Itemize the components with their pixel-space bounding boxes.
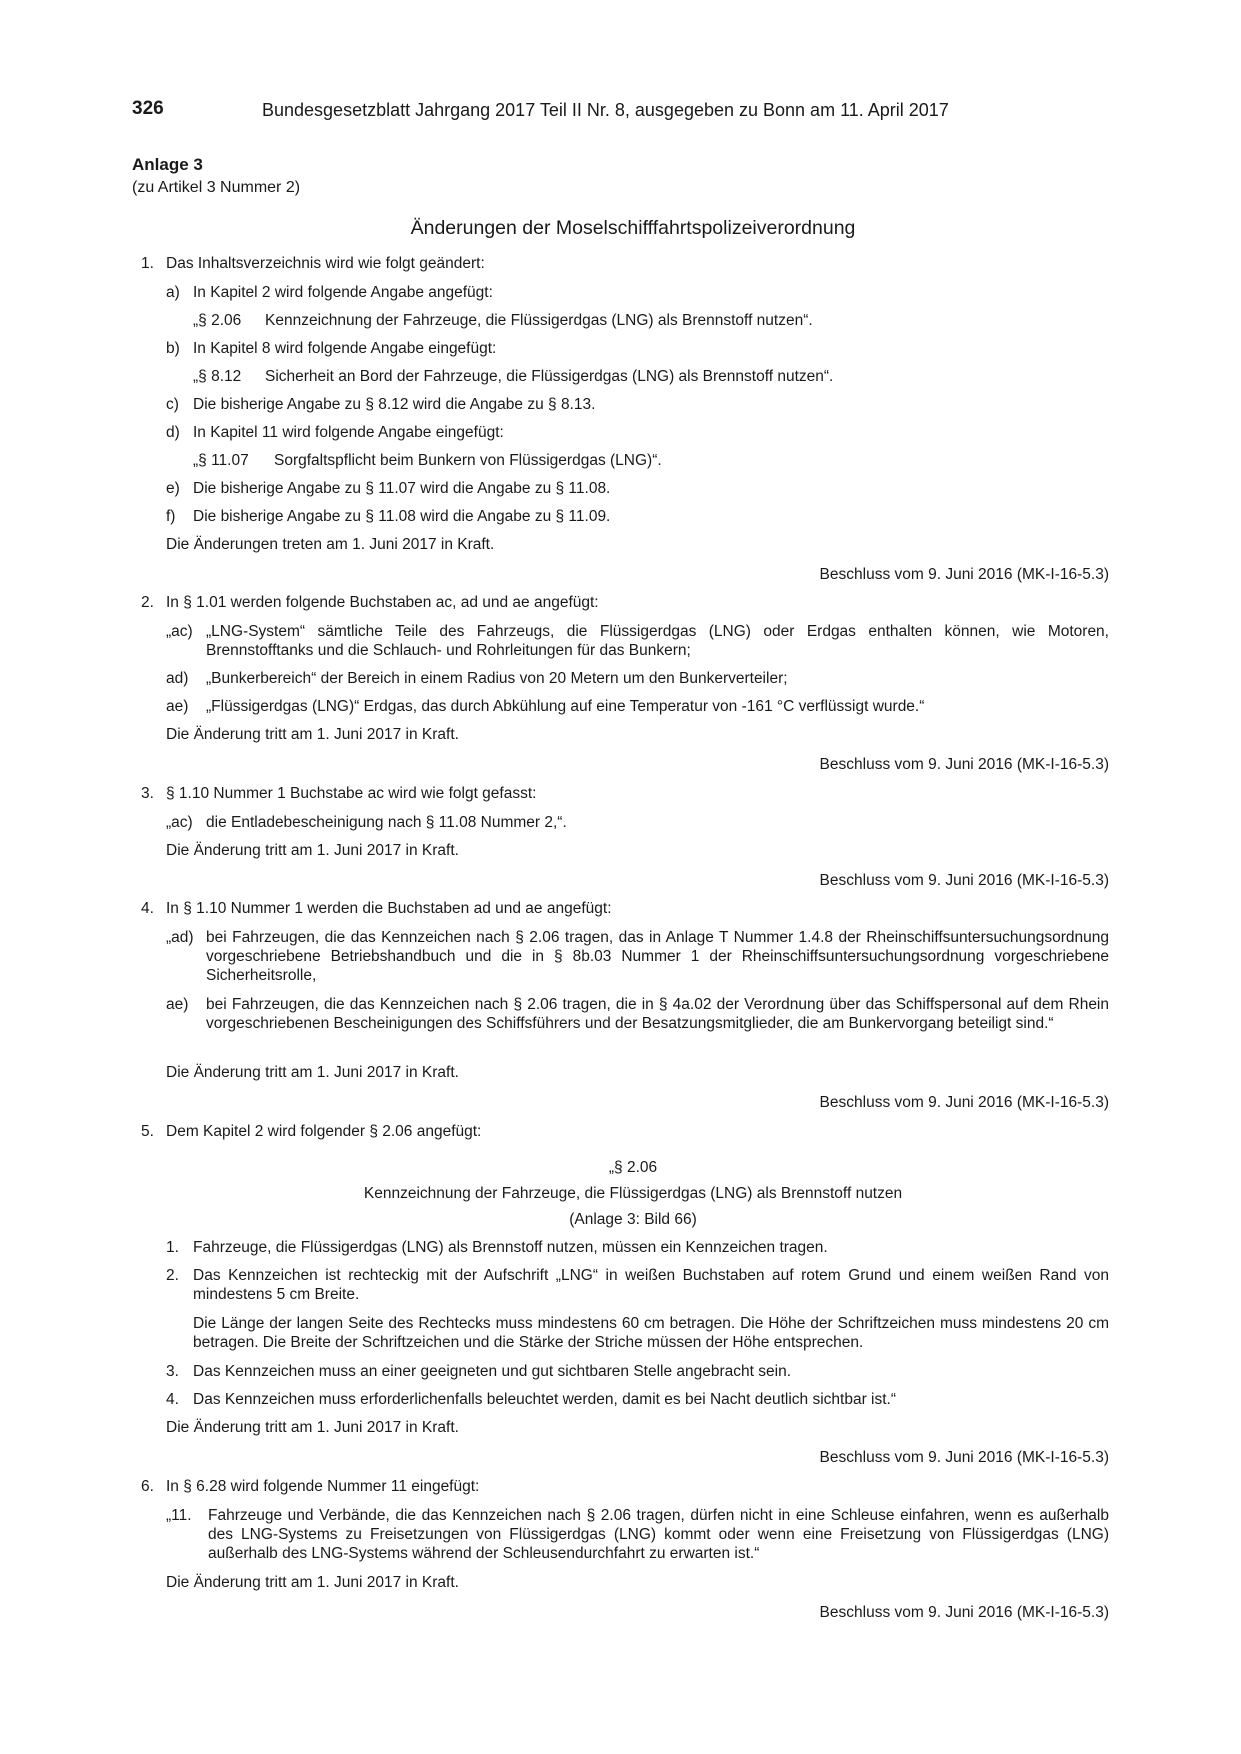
- section-1-number: 1.: [141, 255, 154, 272]
- section-4-intro: In § 1.10 Nummer 1 werden die Buchstaben ad und ae angefügt:: [166, 900, 612, 917]
- running-title: Bundesgesetzblatt Jahrgang 2017 Teil II Nr. 8, ausgegeben zu Bonn am 11. April 2017: [262, 100, 949, 120]
- paragraph-title: Kennzeichnung der Fahrzeuge, die Flüssigerdgas (LNG) als Brennstoff nutzen: [363, 1185, 903, 1202]
- paragraph-number: „§ 2.06: [608, 1159, 658, 1176]
- section-1-effective: Die Änderungen treten am 1. Juni 2017 in Kraft.: [166, 536, 495, 553]
- paragraph-reference: (Anlage 3: Bild 66): [569, 1211, 697, 1228]
- item-5-1-text: Fahrzeuge, die Flüssigerdgas (LNG) als Brennstoff nutzen, müssen ein Kennzeichen tragen.: [193, 1239, 828, 1256]
- item-1b-quote-number: „§ 8.12: [193, 368, 242, 385]
- section-3-effective: Die Änderung tritt am 1. Juni 2017 in Kraft.: [166, 842, 459, 859]
- section-3-decision: Beschluss vom 9. Juni 2016 (MK-I-16-5.3): [819, 872, 1109, 889]
- annex-label: Anlage 3: [132, 155, 203, 174]
- item-1f-label: f): [166, 508, 176, 525]
- item-1c-label: c): [166, 396, 179, 413]
- section-4-decision: Beschluss vom 9. Juni 2016 (MK-I-16-5.3): [819, 1094, 1109, 1111]
- item-1a-text: In Kapitel 2 wird folgende Angabe angefügt:: [193, 284, 493, 301]
- section-2-intro: In § 1.01 werden folgende Buchstaben ac, ad und ae angefügt:: [166, 594, 599, 611]
- item-5-3-number: 3.: [166, 1363, 179, 1380]
- section-1-intro: Das Inhaltsverzeichnis wird wie folgt geändert:: [166, 255, 485, 272]
- section-4-effective: Die Änderung tritt am 1. Juni 2017 in Kraft.: [166, 1064, 459, 1081]
- item-1b-label: b): [166, 340, 180, 357]
- item-3ac-text: die Entladebescheinigung nach § 11.08 Nummer 2,“.: [206, 814, 567, 831]
- item-2ad-text: „Bunkerbereich“ der Bereich in einem Radius von 20 Metern um den Bunkerverteiler;: [206, 670, 788, 687]
- annex-reference: (zu Artikel 3 Nummer 2): [132, 179, 301, 196]
- item-5-2-text: Das Kennzeichen ist rechteckig mit der Aufschrift „LNG“ in weißen Buchstaben auf rotem Grund und einem weißen Rand von mindestens 5 cm Breite.: [193, 1267, 1109, 1303]
- item-1a-label: a): [166, 284, 180, 301]
- item-1a-quote-number: „§ 2.06: [193, 312, 242, 329]
- item-5-3-text: Das Kennzeichen muss an einer geeigneten und gut sichtbaren Stelle angebracht sein.: [193, 1363, 792, 1380]
- item-6-11-text: Fahrzeuge und Verbände, die das Kennzeichen nach § 2.06 tragen, dürfen nicht in eine Schleuse einfahren, wenn es außerhalb des LNG-Systems zu Freisetzungen von Flüssigerdgas (LNG) kommt oder wenn eine Freisetzung von Flüssigerdgas (LNG) außerhalb des LNG-Systems während der Schleusendurchfahrt zu erwarten ist.“: [208, 1507, 1109, 1562]
- item-4ad-label: „ad): [166, 929, 194, 946]
- item-1e-text: Die bisherige Angabe zu § 11.07 wird die Angabe zu § 11.08.: [193, 480, 611, 497]
- item-1e-label: e): [166, 480, 180, 497]
- section-5-number: 5.: [141, 1123, 154, 1140]
- item-1d-text: In Kapitel 11 wird folgende Angabe eingefügt:: [193, 424, 504, 441]
- section-3-number: 3.: [141, 785, 154, 802]
- section-2-effective: Die Änderung tritt am 1. Juni 2017 in Kraft.: [166, 726, 459, 743]
- item-2ad-label: ad): [166, 670, 189, 687]
- section-3-intro: § 1.10 Nummer 1 Buchstabe ac wird wie folgt gefasst:: [166, 785, 537, 802]
- item-5-2-text-continued: Die Länge der langen Seite des Rechtecks muss mindestens 60 cm betragen. Die Höhe der Schriftzeichen muss mindestens 20 cm betragen. Die Breite der Schriftzeichen und die Stärke der Striche müssen der Höhe entsprechen.: [193, 1315, 1109, 1351]
- item-4ae-text: bei Fahrzeugen, die das Kennzeichen nach § 2.06 tragen, die in § 4a.02 der Verordnung über das Schiffspersonal auf dem Rhein vorgeschriebenen Bescheinigungen des Schiffsführers und der Besatzungsmitglieder, die am Bunkervorgang beteiligt sind.“: [206, 996, 1109, 1032]
- section-6-number: 6.: [141, 1478, 154, 1495]
- item-1d-label: d): [166, 424, 180, 441]
- item-4ad-text: bei Fahrzeugen, die das Kennzeichen nach § 2.06 tragen, das in Anlage T Nummer 1.4.8 der Rheinschiffsuntersuchungsordnung vorgeschriebene Betriebshandbuch und die in § 8b.03 Nummer 1 der Rheinschiffsuntersuchungsordnung vorgeschriebene Sicherheitsrolle,: [206, 929, 1109, 984]
- item-1a-quote-text: Kennzeichnung der Fahrzeuge, die Flüssigerdgas (LNG) als Brennstoff nutzen“.: [265, 312, 813, 329]
- page-number: 326: [132, 98, 164, 119]
- item-6-11-label: „11.: [166, 1507, 192, 1524]
- item-5-1-number: 1.: [166, 1239, 179, 1256]
- item-5-4-text: Das Kennzeichen muss erforderlichenfalls beleuchtet werden, damit es bei Nacht deutlich sichtbar ist.“: [193, 1391, 897, 1408]
- section-5-effective: Die Änderung tritt am 1. Juni 2017 in Kraft.: [166, 1419, 459, 1436]
- item-2ac-label: „ac): [166, 623, 193, 640]
- item-5-2-number: 2.: [166, 1267, 179, 1284]
- item-2ae-text: „Flüssigerdgas (LNG)“ Erdgas, das durch Abkühlung auf eine Temperatur von -161 °C verflüssigt wurde.“: [206, 698, 925, 715]
- annex-title: Änderungen der Moselschifffahrtspolizeiverordnung: [410, 217, 856, 239]
- item-5-4-number: 4.: [166, 1391, 179, 1408]
- item-1b-text: In Kapitel 8 wird folgende Angabe eingefügt:: [193, 340, 497, 357]
- item-1c-text: Die bisherige Angabe zu § 8.12 wird die Angabe zu § 8.13.: [193, 396, 596, 413]
- section-2-decision: Beschluss vom 9. Juni 2016 (MK-I-16-5.3): [819, 756, 1109, 773]
- item-2ae-label: ae): [166, 698, 189, 715]
- item-1d-quote-number: „§ 11.07: [193, 452, 249, 469]
- section-6-decision: Beschluss vom 9. Juni 2016 (MK-I-16-5.3): [819, 1604, 1109, 1621]
- item-1b-quote-text: Sicherheit an Bord der Fahrzeuge, die Flüssigerdgas (LNG) als Brennstoff nutzen“.: [265, 368, 834, 385]
- section-5-intro: Dem Kapitel 2 wird folgender § 2.06 angefügt:: [166, 1123, 482, 1140]
- section-6-intro: In § 6.28 wird folgende Nummer 11 eingefügt:: [166, 1478, 480, 1495]
- item-1f-text: Die bisherige Angabe zu § 11.08 wird die Angabe zu § 11.09.: [193, 508, 611, 525]
- item-2ac-text: „LNG-System“ sämtliche Teile des Fahrzeugs, die Flüssigerdgas (LNG) oder Erdgas enthalten können, wie Motoren, Brennstofftanks und die Schlauch- und Rohrleitungen für das Bunkern;: [206, 623, 1109, 659]
- section-6-effective: Die Änderung tritt am 1. Juni 2017 in Kraft.: [166, 1574, 459, 1591]
- item-1d-quote-text: Sorgfaltspflicht beim Bunkern von Flüssigerdgas (LNG)“.: [274, 452, 662, 469]
- item-3ac-label: „ac): [166, 814, 193, 831]
- item-4ae-label: ae): [166, 996, 189, 1013]
- section-4-number: 4.: [141, 900, 154, 917]
- section-2-number: 2.: [141, 594, 154, 611]
- section-5-decision: Beschluss vom 9. Juni 2016 (MK-I-16-5.3): [819, 1449, 1109, 1466]
- section-1-decision: Beschluss vom 9. Juni 2016 (MK-I-16-5.3): [819, 566, 1109, 583]
